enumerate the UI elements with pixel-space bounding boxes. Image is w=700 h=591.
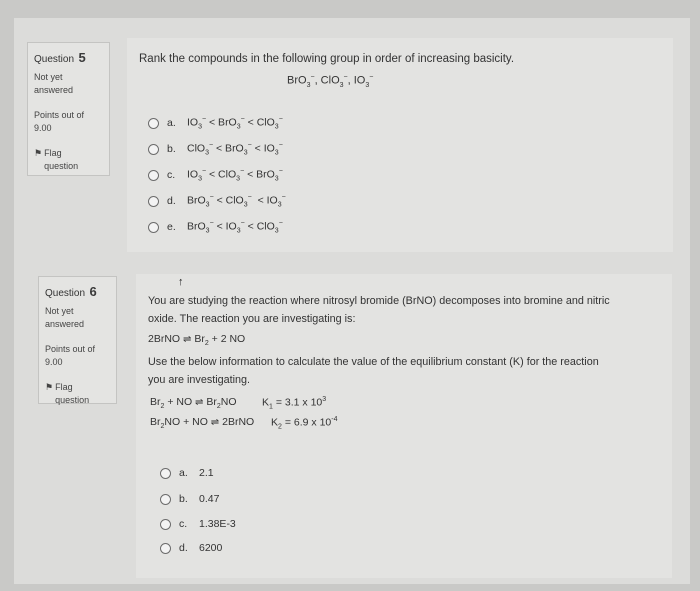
- question-6-instruction-line-1: Use the below information to calculate the value of the equilibrium constant (K) for the reaction: [148, 356, 599, 368]
- question-6-status: Not yet answered: [45, 306, 85, 329]
- question-5-info: [27, 42, 110, 176]
- question-6-reaction: 2BrNO ⇌ $Br_2 + 2$ NO: [148, 333, 246, 348]
- radio-button[interactable]: [160, 543, 171, 554]
- cursor-icon: ↑: [178, 276, 184, 288]
- question-6-intro-line-2: oxide. The reaction you are investigating is:: [148, 313, 356, 325]
- question-6-k1: $K_1 = 3.1$ x $10^3$: [262, 396, 327, 411]
- question-5-option-c[interactable]: c. $IO_3^- < ClO_3^- < BrO_3^-$: [148, 168, 283, 183]
- question-6-option-a[interactable]: a. 2.1: [160, 467, 214, 479]
- question-5-points: Points out of 9.00: [34, 110, 85, 133]
- question-5-option-d[interactable]: d. $BrO_3^- < ClO_3^- < IO_3^-$: [148, 194, 286, 209]
- question-6-instruction-line-2: you are investigating.: [148, 374, 251, 386]
- question-6-heading: Question 6: [45, 284, 97, 299]
- radio-button[interactable]: [148, 196, 159, 207]
- question-5-status: Not yet answered: [34, 72, 74, 95]
- question-5-option-e[interactable]: e. $BrO_3^- < IO_3^- < ClO_3^-$: [148, 220, 283, 235]
- radio-button[interactable]: [148, 144, 159, 155]
- flag-icon: ⚑: [45, 382, 54, 392]
- question-6-k2: $K_2 = 6.9$ x $10^{-4}$: [271, 416, 338, 431]
- question-5-option-a[interactable]: a. $IO_3^- < BrO_3^- < ClO_3^-$: [148, 116, 283, 131]
- question-6-equation-2: $Br_2NO$ + NO ⇌ 2BrNO: [150, 416, 255, 431]
- question-6-equation-1: $Br_2$ + NO ⇌ $Br_2NO$: [150, 396, 237, 411]
- flag-icon: ⚑: [34, 148, 43, 158]
- radio-button[interactable]: [160, 494, 171, 505]
- question-6-option-d[interactable]: d. 6200: [160, 542, 222, 554]
- question-6-option-b[interactable]: b. 0.47: [160, 493, 219, 505]
- question-5-heading: Question 5: [34, 50, 86, 65]
- radio-button[interactable]: [160, 468, 171, 479]
- question-6-option-c[interactable]: c. 1.38E-3: [160, 518, 236, 530]
- question-6-points: Points out of 9.00: [45, 344, 96, 367]
- question-5-flag-button[interactable]: ⚑ Flag question: [34, 148, 79, 171]
- question-5-prompt: Rank the compounds in the following group in order of increasing basicity.: [139, 53, 515, 65]
- question-5-option-b[interactable]: b. $ClO_3^- < BrO_3^- < IO_3^-$: [148, 142, 283, 157]
- radio-button[interactable]: [148, 118, 159, 129]
- radio-button[interactable]: [160, 519, 171, 530]
- radio-button[interactable]: [148, 170, 159, 181]
- radio-button[interactable]: [148, 222, 159, 233]
- question-5-compounds: BrO$_3$−, ClO$_3$−, $IO_3^-$: [287, 74, 374, 89]
- question-6-flag-button[interactable]: ⚑ Flag question: [45, 382, 90, 405]
- question-6-intro-line-1: You are studying the reaction where nitrosyl bromide (BrNO) decomposes into bromine and nitric: [148, 295, 610, 307]
- question-6-info: [38, 276, 117, 404]
